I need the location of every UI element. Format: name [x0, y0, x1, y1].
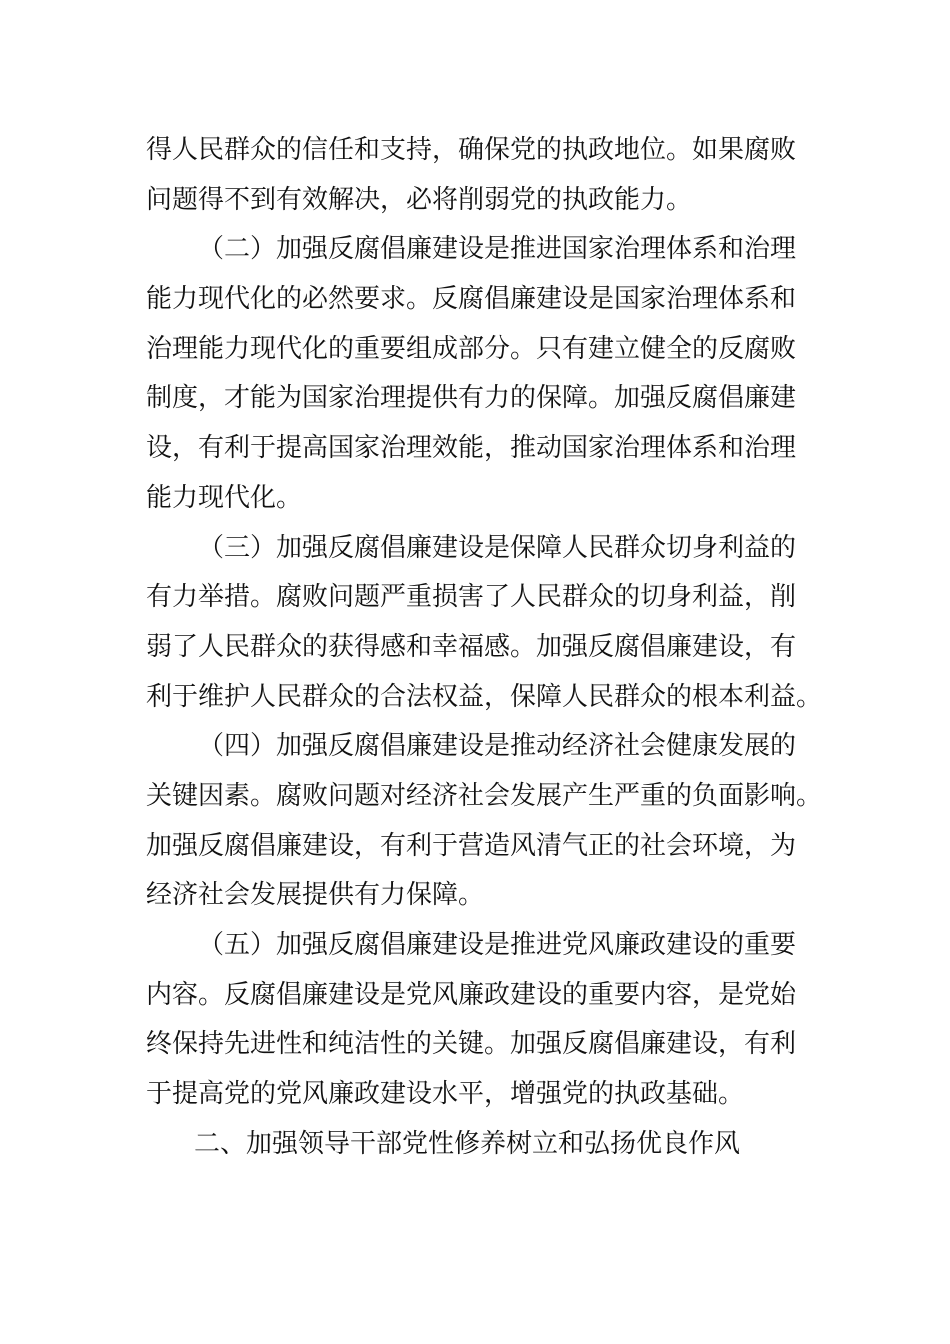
text-line: 加强反腐倡廉建设，有利于营造风清气正的社会环境，为: [146, 830, 797, 861]
text-line: 关键因素。腐败问题对经济社会发展产生严重的负面影响。: [146, 780, 823, 811]
paragraph-first-line: （五）加强反腐倡廉建设是推进党风廉政建设的重要: [198, 930, 797, 960]
text-line: 问题得不到有效解决，必将削弱党的执政能力。: [146, 184, 693, 215]
text-line: 能力现代化的必然要求。反腐倡廉建设是国家治理体系和: [146, 284, 797, 315]
text-line: 设，有利于提高国家治理效能，推动国家治理体系和治理: [146, 433, 797, 464]
text-line: 能力现代化。: [146, 482, 303, 513]
paragraph-first-line: （四）加强反腐倡廉建设是推动经济社会健康发展的: [198, 731, 797, 762]
text-line: 利于维护人民群众的合法权益，保障人民群众的根本利益。: [146, 681, 823, 712]
text-line: 终保持先进性和纯洁性的关键。加强反腐倡廉建设，有利: [146, 1029, 797, 1060]
text-line: 经济社会发展提供有力保障。: [146, 880, 485, 911]
text-line: 治理能力现代化的重要组成部分。只有建立健全的反腐败: [146, 333, 797, 364]
text-line: 有力举措。腐败问题严重损害了人民群众的切身利益，削: [146, 582, 797, 613]
text-line: 得人民群众的信任和支持，确保党的执政地位。如果腐败: [146, 135, 797, 165]
section-heading: 二、加强领导干部党性修养树立和弘扬优良作风: [194, 1128, 741, 1159]
paragraph-first-line: （二）加强反腐倡廉建设是推进国家治理体系和治理: [198, 234, 797, 265]
body-text: [146, 126, 823, 1169]
text-line: 制度，才能为国家治理提供有力的保障。加强反腐倡廉建: [146, 383, 797, 414]
text-line: 于提高党的党风廉政建设水平，增强党的执政基础。: [146, 1079, 745, 1110]
text-line: 弱了人民群众的获得感和幸福感。加强反腐倡廉建设，有: [146, 631, 797, 662]
text-line: 内容。反腐倡廉建设是党风廉政建设的重要内容，是党始: [146, 979, 797, 1010]
paragraph-first-line: （三）加强反腐倡廉建设是保障人民群众切身利益的: [198, 532, 797, 563]
